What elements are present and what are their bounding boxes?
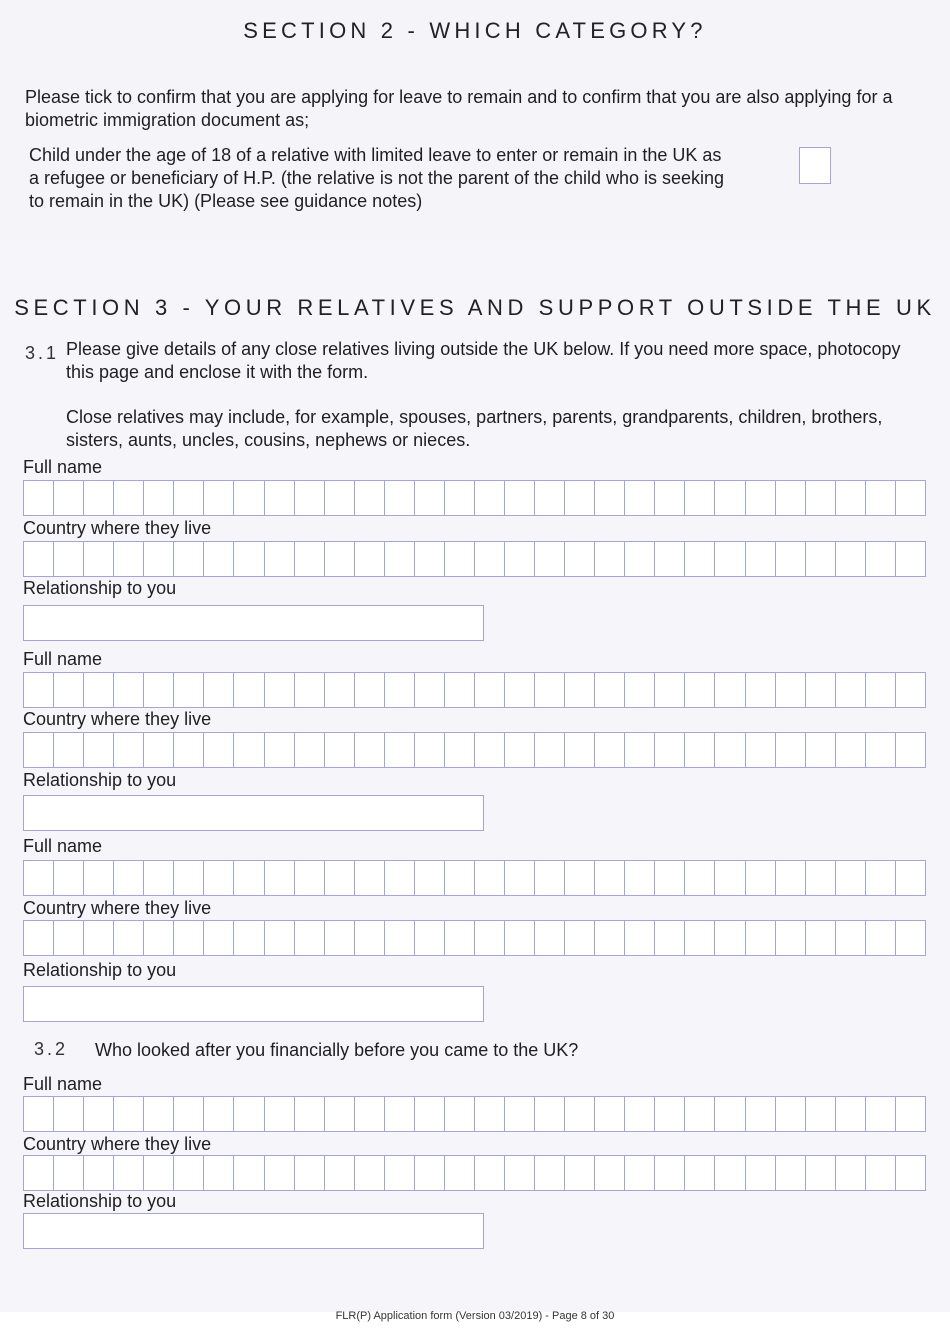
relative-2-country-boxes[interactable]	[23, 732, 926, 768]
character-box[interactable]	[896, 673, 925, 707]
character-box[interactable]	[174, 861, 204, 895]
character-box[interactable]	[896, 733, 925, 767]
character-box[interactable]	[385, 673, 415, 707]
character-box[interactable]	[415, 861, 445, 895]
character-box[interactable]	[595, 673, 625, 707]
relationship-label: Relationship to you	[23, 960, 177, 980]
character-box[interactable]	[54, 481, 84, 515]
character-box[interactable]	[806, 921, 836, 955]
financial-supporter-full-name-boxes[interactable]	[23, 1096, 926, 1132]
character-box[interactable]	[776, 921, 806, 955]
character-box[interactable]	[776, 1156, 806, 1190]
character-box[interactable]	[715, 481, 745, 515]
character-box[interactable]	[325, 1097, 355, 1131]
character-box[interactable]	[204, 481, 234, 515]
full-name-label: Full name	[23, 836, 103, 856]
character-box[interactable]	[685, 542, 715, 576]
relative-3-country-boxes[interactable]	[23, 920, 926, 956]
character-box[interactable]	[24, 733, 54, 767]
character-box[interactable]	[234, 673, 264, 707]
character-box[interactable]	[595, 542, 625, 576]
character-box[interactable]	[445, 921, 475, 955]
character-box[interactable]	[84, 861, 114, 895]
character-box[interactable]	[505, 481, 535, 515]
question-3-1-number: 3.1	[25, 343, 60, 363]
character-box[interactable]	[84, 1156, 114, 1190]
character-box[interactable]	[475, 542, 505, 576]
character-box[interactable]	[265, 1097, 295, 1131]
character-box[interactable]	[806, 1156, 836, 1190]
character-box[interactable]	[144, 1097, 174, 1131]
character-box[interactable]	[295, 733, 325, 767]
relative-3-relationship-field[interactable]	[23, 986, 484, 1022]
character-box[interactable]	[505, 733, 535, 767]
character-box[interactable]	[415, 1156, 445, 1190]
character-box[interactable]	[385, 481, 415, 515]
character-box[interactable]	[265, 1156, 295, 1190]
character-box[interactable]	[505, 921, 535, 955]
character-box[interactable]	[565, 1097, 595, 1131]
character-box[interactable]	[896, 481, 925, 515]
character-box[interactable]	[385, 861, 415, 895]
character-box[interactable]	[836, 542, 866, 576]
relative-1-full-name-boxes[interactable]	[23, 480, 926, 516]
character-box[interactable]	[836, 1156, 866, 1190]
character-box[interactable]	[565, 542, 595, 576]
character-box[interactable]	[806, 861, 836, 895]
question-3-2-text: Who looked after you financially before you came to the UK?	[95, 1040, 579, 1060]
character-box[interactable]	[565, 861, 595, 895]
category-tick-checkbox[interactable]	[799, 147, 831, 184]
character-box[interactable]	[746, 921, 776, 955]
character-box[interactable]	[295, 861, 325, 895]
character-box[interactable]	[204, 1156, 234, 1190]
financial-supporter-country-boxes[interactable]	[23, 1155, 926, 1191]
character-box[interactable]	[505, 673, 535, 707]
character-box[interactable]	[475, 921, 505, 955]
character-box[interactable]	[204, 542, 234, 576]
character-box[interactable]	[24, 481, 54, 515]
full-name-label: Full name	[23, 649, 103, 669]
character-box[interactable]	[535, 921, 565, 955]
character-box[interactable]	[295, 481, 325, 515]
character-box[interactable]	[234, 481, 264, 515]
character-box[interactable]	[295, 1097, 325, 1131]
character-box[interactable]	[836, 1097, 866, 1131]
country-label: Country where they live	[23, 709, 212, 729]
character-box[interactable]	[295, 921, 325, 955]
character-box[interactable]	[685, 733, 715, 767]
financial-supporter-relationship-field[interactable]	[23, 1213, 484, 1249]
character-box[interactable]	[505, 1156, 535, 1190]
character-box[interactable]	[325, 481, 355, 515]
character-box[interactable]	[685, 1156, 715, 1190]
character-box[interactable]	[505, 861, 535, 895]
character-box[interactable]	[836, 673, 866, 707]
character-box[interactable]	[836, 481, 866, 515]
relative-2-full-name-boxes[interactable]	[23, 672, 926, 708]
character-box[interactable]	[896, 1156, 925, 1190]
character-box[interactable]	[265, 481, 295, 515]
character-box[interactable]	[355, 861, 385, 895]
character-box[interactable]	[836, 733, 866, 767]
character-box[interactable]	[114, 1097, 144, 1131]
character-box[interactable]	[866, 861, 896, 895]
character-box[interactable]	[84, 921, 114, 955]
question-3-1-text: Please give details of any close relatives living outside the UK below. If you need more space, photocopy this page and enclose it with the form.	[66, 339, 901, 382]
character-box[interactable]	[325, 921, 355, 955]
relative-1-relationship-field[interactable]	[23, 605, 484, 641]
character-box[interactable]	[535, 733, 565, 767]
character-box[interactable]	[625, 921, 655, 955]
character-box[interactable]	[746, 481, 776, 515]
character-box[interactable]	[415, 1097, 445, 1131]
character-box[interactable]	[535, 481, 565, 515]
character-box[interactable]	[685, 673, 715, 707]
character-box[interactable]	[385, 921, 415, 955]
character-box[interactable]	[415, 673, 445, 707]
character-box[interactable]	[715, 921, 745, 955]
character-box[interactable]	[385, 1156, 415, 1190]
character-box[interactable]	[265, 673, 295, 707]
character-box[interactable]	[265, 733, 295, 767]
character-box[interactable]	[385, 542, 415, 576]
character-box[interactable]	[595, 1156, 625, 1190]
character-box[interactable]	[355, 1097, 385, 1131]
character-box[interactable]	[685, 921, 715, 955]
character-box[interactable]	[655, 481, 685, 515]
character-box[interactable]	[866, 481, 896, 515]
character-box[interactable]	[174, 921, 204, 955]
character-box[interactable]	[445, 1156, 475, 1190]
character-box[interactable]	[685, 481, 715, 515]
character-box[interactable]	[655, 1156, 685, 1190]
character-box[interactable]	[565, 481, 595, 515]
character-box[interactable]	[776, 861, 806, 895]
character-box[interactable]	[896, 1097, 925, 1131]
character-box[interactable]	[144, 1156, 174, 1190]
character-box[interactable]	[114, 542, 144, 576]
character-box[interactable]	[896, 542, 925, 576]
character-box[interactable]	[535, 542, 565, 576]
section-3-title: SECTION 3 - YOUR RELATIVES AND SUPPORT OUTSIDE THE UK	[14, 295, 936, 320]
character-box[interactable]	[776, 1097, 806, 1131]
character-box[interactable]	[415, 733, 445, 767]
character-box[interactable]	[776, 733, 806, 767]
character-box[interactable]	[54, 1156, 84, 1190]
character-box[interactable]	[715, 1097, 745, 1131]
character-box[interactable]	[295, 1156, 325, 1190]
character-box[interactable]	[174, 1097, 204, 1131]
country-label: Country where they live	[23, 518, 212, 538]
character-box[interactable]	[836, 921, 866, 955]
character-box[interactable]	[866, 1156, 896, 1190]
character-box[interactable]	[535, 861, 565, 895]
character-box[interactable]	[505, 1097, 535, 1131]
character-box[interactable]	[595, 1097, 625, 1131]
character-box[interactable]	[625, 673, 655, 707]
character-box[interactable]	[234, 861, 264, 895]
character-box[interactable]	[535, 1156, 565, 1190]
character-box[interactable]	[896, 861, 925, 895]
relationship-label: Relationship to you	[23, 1191, 177, 1211]
character-box[interactable]	[234, 733, 264, 767]
character-box[interactable]	[265, 921, 295, 955]
character-box[interactable]	[625, 542, 655, 576]
character-box[interactable]	[84, 542, 114, 576]
character-box[interactable]	[565, 733, 595, 767]
character-box[interactable]	[385, 1097, 415, 1131]
character-box[interactable]	[806, 1097, 836, 1131]
character-box[interactable]	[715, 733, 745, 767]
page-footer: FLR(P) Application form (Version 03/2019) - Page 8 of 30	[335, 1310, 615, 1322]
character-box[interactable]	[625, 733, 655, 767]
character-box[interactable]	[415, 921, 445, 955]
character-box[interactable]	[54, 542, 84, 576]
character-box[interactable]	[445, 542, 475, 576]
character-box[interactable]	[655, 542, 685, 576]
character-box[interactable]	[84, 733, 114, 767]
character-box[interactable]	[54, 861, 84, 895]
character-box[interactable]	[475, 733, 505, 767]
character-box[interactable]	[836, 861, 866, 895]
character-box[interactable]	[325, 542, 355, 576]
character-box[interactable]	[24, 673, 54, 707]
character-box[interactable]	[776, 481, 806, 515]
character-box[interactable]	[866, 542, 896, 576]
character-box[interactable]	[114, 481, 144, 515]
character-box[interactable]	[595, 921, 625, 955]
character-box[interactable]	[295, 542, 325, 576]
country-label: Country where they live	[23, 898, 212, 918]
character-box[interactable]	[174, 1156, 204, 1190]
character-box[interactable]	[24, 542, 54, 576]
character-box[interactable]	[204, 861, 234, 895]
full-name-label: Full name	[23, 1074, 103, 1094]
character-box[interactable]	[715, 542, 745, 576]
character-box[interactable]	[806, 481, 836, 515]
character-box[interactable]	[204, 1097, 234, 1131]
character-box[interactable]	[475, 1097, 505, 1131]
character-box[interactable]	[445, 1097, 475, 1131]
character-box[interactable]	[535, 673, 565, 707]
character-box[interactable]	[355, 673, 385, 707]
character-box[interactable]	[415, 481, 445, 515]
character-box[interactable]	[625, 1097, 655, 1131]
relationship-label: Relationship to you	[23, 578, 177, 598]
character-box[interactable]	[144, 542, 174, 576]
character-box[interactable]	[806, 673, 836, 707]
character-box[interactable]	[746, 733, 776, 767]
character-box[interactable]	[746, 861, 776, 895]
character-box[interactable]	[174, 733, 204, 767]
character-box[interactable]	[445, 481, 475, 515]
character-box[interactable]	[896, 921, 925, 955]
character-box[interactable]	[234, 542, 264, 576]
character-box[interactable]	[234, 1097, 264, 1131]
character-box[interactable]	[595, 481, 625, 515]
character-box[interactable]	[325, 673, 355, 707]
character-box[interactable]	[325, 733, 355, 767]
character-box[interactable]	[114, 921, 144, 955]
character-box[interactable]	[204, 673, 234, 707]
character-box[interactable]	[144, 861, 174, 895]
character-box[interactable]	[265, 542, 295, 576]
character-box[interactable]	[595, 861, 625, 895]
character-box[interactable]	[355, 1156, 385, 1190]
character-box[interactable]	[234, 1156, 264, 1190]
character-box[interactable]	[445, 673, 475, 707]
character-box[interactable]	[746, 1097, 776, 1131]
character-box[interactable]	[776, 673, 806, 707]
character-box[interactable]	[445, 861, 475, 895]
section-2-title: SECTION 2 - WHICH CATEGORY?	[243, 18, 707, 43]
relationship-label: Relationship to you	[23, 770, 177, 790]
character-box[interactable]	[776, 542, 806, 576]
character-box[interactable]	[625, 1156, 655, 1190]
category-option-text: Child under the age of 18 of a relative with limited leave to enter or remain in the UK as a refugee or beneficiary of H.P. (the relative is not the parent of the child who is seeking to remain in the UK) (Please see guidance notes)	[29, 145, 725, 211]
character-box[interactable]	[655, 673, 685, 707]
character-box[interactable]	[746, 673, 776, 707]
character-box[interactable]	[355, 733, 385, 767]
question-3-2-number: 3.2	[34, 1039, 69, 1059]
character-box[interactable]	[866, 673, 896, 707]
character-box[interactable]	[685, 861, 715, 895]
character-box[interactable]	[54, 673, 84, 707]
character-box[interactable]	[114, 673, 144, 707]
character-box[interactable]	[54, 1097, 84, 1131]
character-box[interactable]	[475, 861, 505, 895]
character-box[interactable]	[355, 542, 385, 576]
character-box[interactable]	[445, 733, 475, 767]
question-3-1-note: Close relatives may include, for example, spouses, partners, parents, grandparents, children, brothers, sisters, aunts, uncles, cousins, nephews or nieces.	[66, 407, 883, 450]
character-box[interactable]	[114, 861, 144, 895]
full-name-label: Full name	[23, 457, 103, 477]
character-box[interactable]	[806, 733, 836, 767]
character-box[interactable]	[84, 1097, 114, 1131]
character-box[interactable]	[535, 1097, 565, 1131]
character-box[interactable]	[655, 733, 685, 767]
character-box[interactable]	[625, 861, 655, 895]
character-box[interactable]	[655, 921, 685, 955]
character-box[interactable]	[565, 921, 595, 955]
character-box[interactable]	[174, 673, 204, 707]
relative-1-country-boxes[interactable]	[23, 541, 926, 577]
character-box[interactable]	[144, 481, 174, 515]
character-box[interactable]	[505, 542, 535, 576]
character-box[interactable]	[204, 921, 234, 955]
character-box[interactable]	[295, 673, 325, 707]
character-box[interactable]	[806, 542, 836, 576]
character-box[interactable]	[54, 733, 84, 767]
character-box[interactable]	[24, 1097, 54, 1131]
character-box[interactable]	[655, 1097, 685, 1131]
character-box[interactable]	[475, 1156, 505, 1190]
character-box[interactable]	[114, 733, 144, 767]
character-box[interactable]	[24, 1156, 54, 1190]
country-label: Country where they live	[23, 1134, 212, 1154]
character-box[interactable]	[325, 1156, 355, 1190]
character-box[interactable]	[866, 1097, 896, 1131]
character-box[interactable]	[475, 673, 505, 707]
character-box[interactable]	[24, 921, 54, 955]
character-box[interactable]	[565, 1156, 595, 1190]
character-box[interactable]	[24, 861, 54, 895]
character-box[interactable]	[625, 481, 655, 515]
character-box[interactable]	[715, 861, 745, 895]
character-box[interactable]	[54, 921, 84, 955]
character-box[interactable]	[84, 673, 114, 707]
character-box[interactable]	[415, 542, 445, 576]
character-box[interactable]	[685, 1097, 715, 1131]
character-box[interactable]	[866, 733, 896, 767]
character-box[interactable]	[265, 861, 295, 895]
character-box[interactable]	[325, 861, 355, 895]
character-box[interactable]	[715, 673, 745, 707]
character-box[interactable]	[84, 481, 114, 515]
character-box[interactable]	[174, 542, 204, 576]
relative-2-relationship-field[interactable]	[23, 795, 484, 831]
character-box[interactable]	[385, 733, 415, 767]
character-box[interactable]	[866, 921, 896, 955]
character-box[interactable]	[746, 1156, 776, 1190]
character-box[interactable]	[595, 733, 625, 767]
character-box[interactable]	[114, 1156, 144, 1190]
character-box[interactable]	[355, 921, 385, 955]
character-box[interactable]	[475, 481, 505, 515]
relative-3-full-name-boxes[interactable]	[23, 860, 926, 896]
character-box[interactable]	[355, 481, 385, 515]
character-box[interactable]	[234, 921, 264, 955]
character-box[interactable]	[174, 481, 204, 515]
character-box[interactable]	[144, 733, 174, 767]
character-box[interactable]	[204, 733, 234, 767]
character-box[interactable]	[655, 861, 685, 895]
character-box[interactable]	[144, 673, 174, 707]
character-box[interactable]	[565, 673, 595, 707]
section-2-intro: Please tick to confirm that you are applying for leave to remain and to confirm that you are also applying for a biometric immigration document as;	[25, 87, 893, 130]
character-box[interactable]	[144, 921, 174, 955]
character-box[interactable]	[746, 542, 776, 576]
character-box[interactable]	[715, 1156, 745, 1190]
